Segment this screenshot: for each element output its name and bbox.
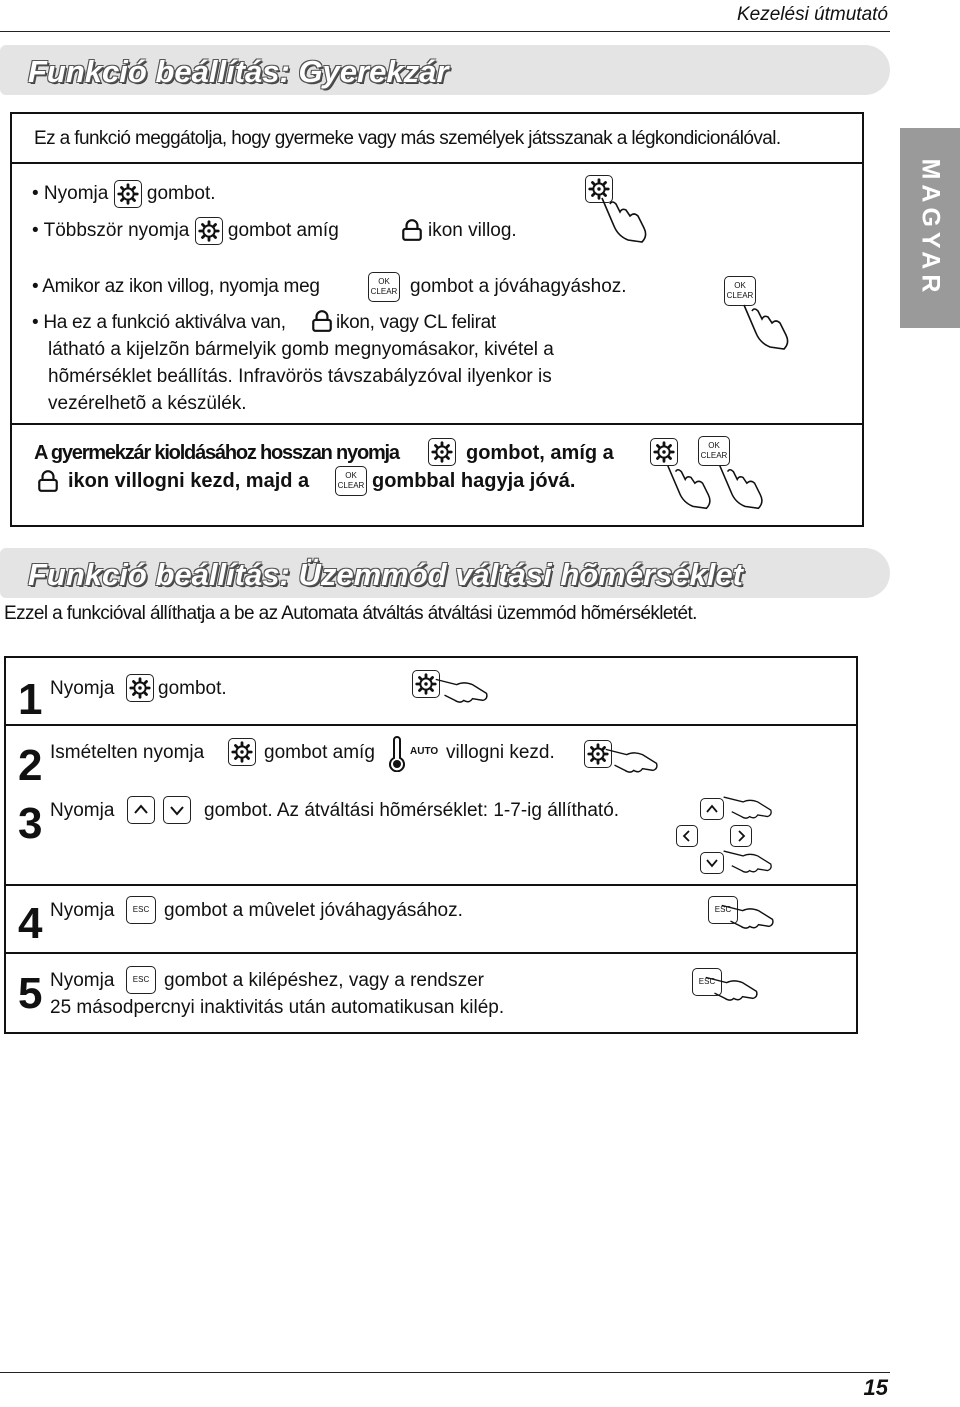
auto-label: AUTO (410, 746, 439, 757)
section1-intro: Ez a funkció meggátolja, hogy gyermeke vagy más személyek játsszanak a légkondicionálóval. (34, 128, 781, 149)
bullet-1-pre: • Nyomja (32, 183, 109, 205)
step-number: 1 (18, 675, 43, 724)
bullet-4-line3: hõmérséklet beállítás. Infravörös távszabályzóval ilyenkor is (48, 366, 552, 387)
footer-rule (0, 1372, 890, 1373)
left-button-illustration (676, 825, 698, 847)
function-button (228, 738, 256, 766)
box-divider (10, 423, 864, 425)
step-number: 3 (18, 799, 43, 848)
box-divider (10, 162, 864, 164)
step-4-post: gombot a mûvelet jóváhagyásához. (164, 900, 463, 921)
pressing-hand-icon (604, 742, 660, 776)
step-1-post: gombot. (158, 678, 227, 699)
pressing-hand-icon (664, 460, 718, 518)
lock-icon (400, 218, 424, 242)
section2-banner (0, 548, 890, 598)
esc-button: ESC (126, 896, 156, 924)
step-2-pre: Ismételten nyomja (50, 742, 205, 763)
lock-icon (310, 309, 334, 333)
bullet-2 (32, 217, 339, 245)
down-button-illustration (700, 852, 724, 874)
function-button (195, 217, 223, 245)
ok-label: OK (378, 277, 390, 286)
bullet-3-pre: • Amikor az ikon villog, nyomja meg (32, 276, 320, 297)
clear-label: CLEAR (370, 287, 398, 296)
bullet-1 (32, 180, 216, 208)
pressing-hand-icon (704, 970, 760, 1004)
ok-label: OK (345, 471, 357, 480)
box-divider (4, 884, 858, 886)
ok-clear-button (368, 272, 400, 302)
step-5-pre: Nyomja (50, 970, 115, 991)
section1-banner (0, 45, 890, 95)
pressing-hand-icon (598, 196, 654, 248)
clear-label: CLEAR (700, 451, 728, 460)
esc-button-illustration: ESC (692, 968, 722, 996)
down-button (163, 796, 191, 824)
unlock-l2a: ikon villogni kezd, majd a (68, 470, 310, 492)
pressing-hand-icon (434, 672, 490, 706)
function-button (428, 438, 456, 466)
function-button (114, 180, 142, 208)
bullet-3-post: gombot a jóváhagyáshoz. (410, 276, 627, 297)
ok-label: OK (708, 441, 720, 450)
thermometer-icon (386, 736, 408, 772)
ok-clear-button (335, 466, 367, 496)
pressing-hand-icon (722, 790, 774, 822)
section1-title: Funkció beállítás: Gyerekzár (28, 54, 449, 89)
bullet-4-post: ikon, vagy CL felirat (336, 312, 496, 333)
pressing-hand-icon (720, 898, 776, 932)
step-5-post: gombot a kilépéshez, vagy a rendszer (164, 970, 485, 991)
bullet-2-pre: • Többször nyomja (32, 220, 190, 242)
page-number: 15 (863, 1375, 888, 1400)
clear-label: CLEAR (726, 291, 754, 300)
esc-button-illustration: ESC (708, 896, 738, 924)
bullet-4-pre: • Ha ez a funkció aktiválva van, (32, 312, 286, 333)
section2-title: Funkció beállítás: Üzemmód váltási hõmérséklet (28, 557, 743, 592)
pressing-hand-icon (716, 460, 770, 518)
step-3-pre: Nyomja (50, 800, 115, 821)
unlock-pre: A gyermekzár kioldásához hosszan nyomja (34, 442, 399, 464)
step-2-post: villogni kezd. (446, 742, 555, 763)
side-tab-label: MAGYAR (916, 158, 945, 298)
ok-label: OK (734, 281, 746, 290)
pressing-hand-icon (722, 844, 774, 876)
step-number: 2 (18, 741, 43, 790)
clear-label: CLEAR (337, 481, 365, 490)
esc-button: ESC (126, 966, 156, 994)
up-button (127, 796, 155, 824)
unlock-l2b: gombbal hagyja jóvá. (372, 470, 576, 492)
lock-icon (36, 469, 60, 493)
bullet-1-post: gombot. (146, 183, 216, 205)
up-button-illustration (700, 798, 724, 820)
page-header-title: Kezelési útmutató (736, 4, 888, 25)
header-rule (0, 31, 890, 32)
step-1-pre: Nyomja (50, 678, 115, 699)
step-4-pre: Nyomja (50, 900, 115, 921)
function-button (126, 674, 154, 702)
bullet-2-mid: gombot amíg (227, 220, 339, 242)
language-side-tab (900, 128, 960, 328)
bullet-2-post: ikon villog. (428, 220, 517, 241)
step-5-line2: 25 másodpercnyi inaktivitás után automatikusan kilép. (50, 997, 505, 1018)
step-number: 4 (18, 899, 43, 948)
box-divider (4, 952, 858, 954)
pressing-hand-icon (740, 300, 796, 358)
step-number: 5 (18, 969, 43, 1018)
step-3-post: gombot. Az átváltási hõmérséklet: 1-7-ig állítható. (204, 800, 620, 821)
step-2-mid: gombot amíg (264, 742, 375, 763)
bullet-4-line4: vezérelhetõ a készülék. (48, 393, 247, 414)
box-divider (4, 724, 858, 726)
unlock-mid: gombot, amíg a (466, 442, 614, 464)
section2-intro: Ezzel a funkcióval állíthatja a be az Automata átváltás átváltási üzemmód hõmérsékletét. (4, 603, 697, 624)
bullet-4-line2: látható a kijelzõn bármelyik gomb megnyomásakor, kivétel a (48, 339, 554, 360)
